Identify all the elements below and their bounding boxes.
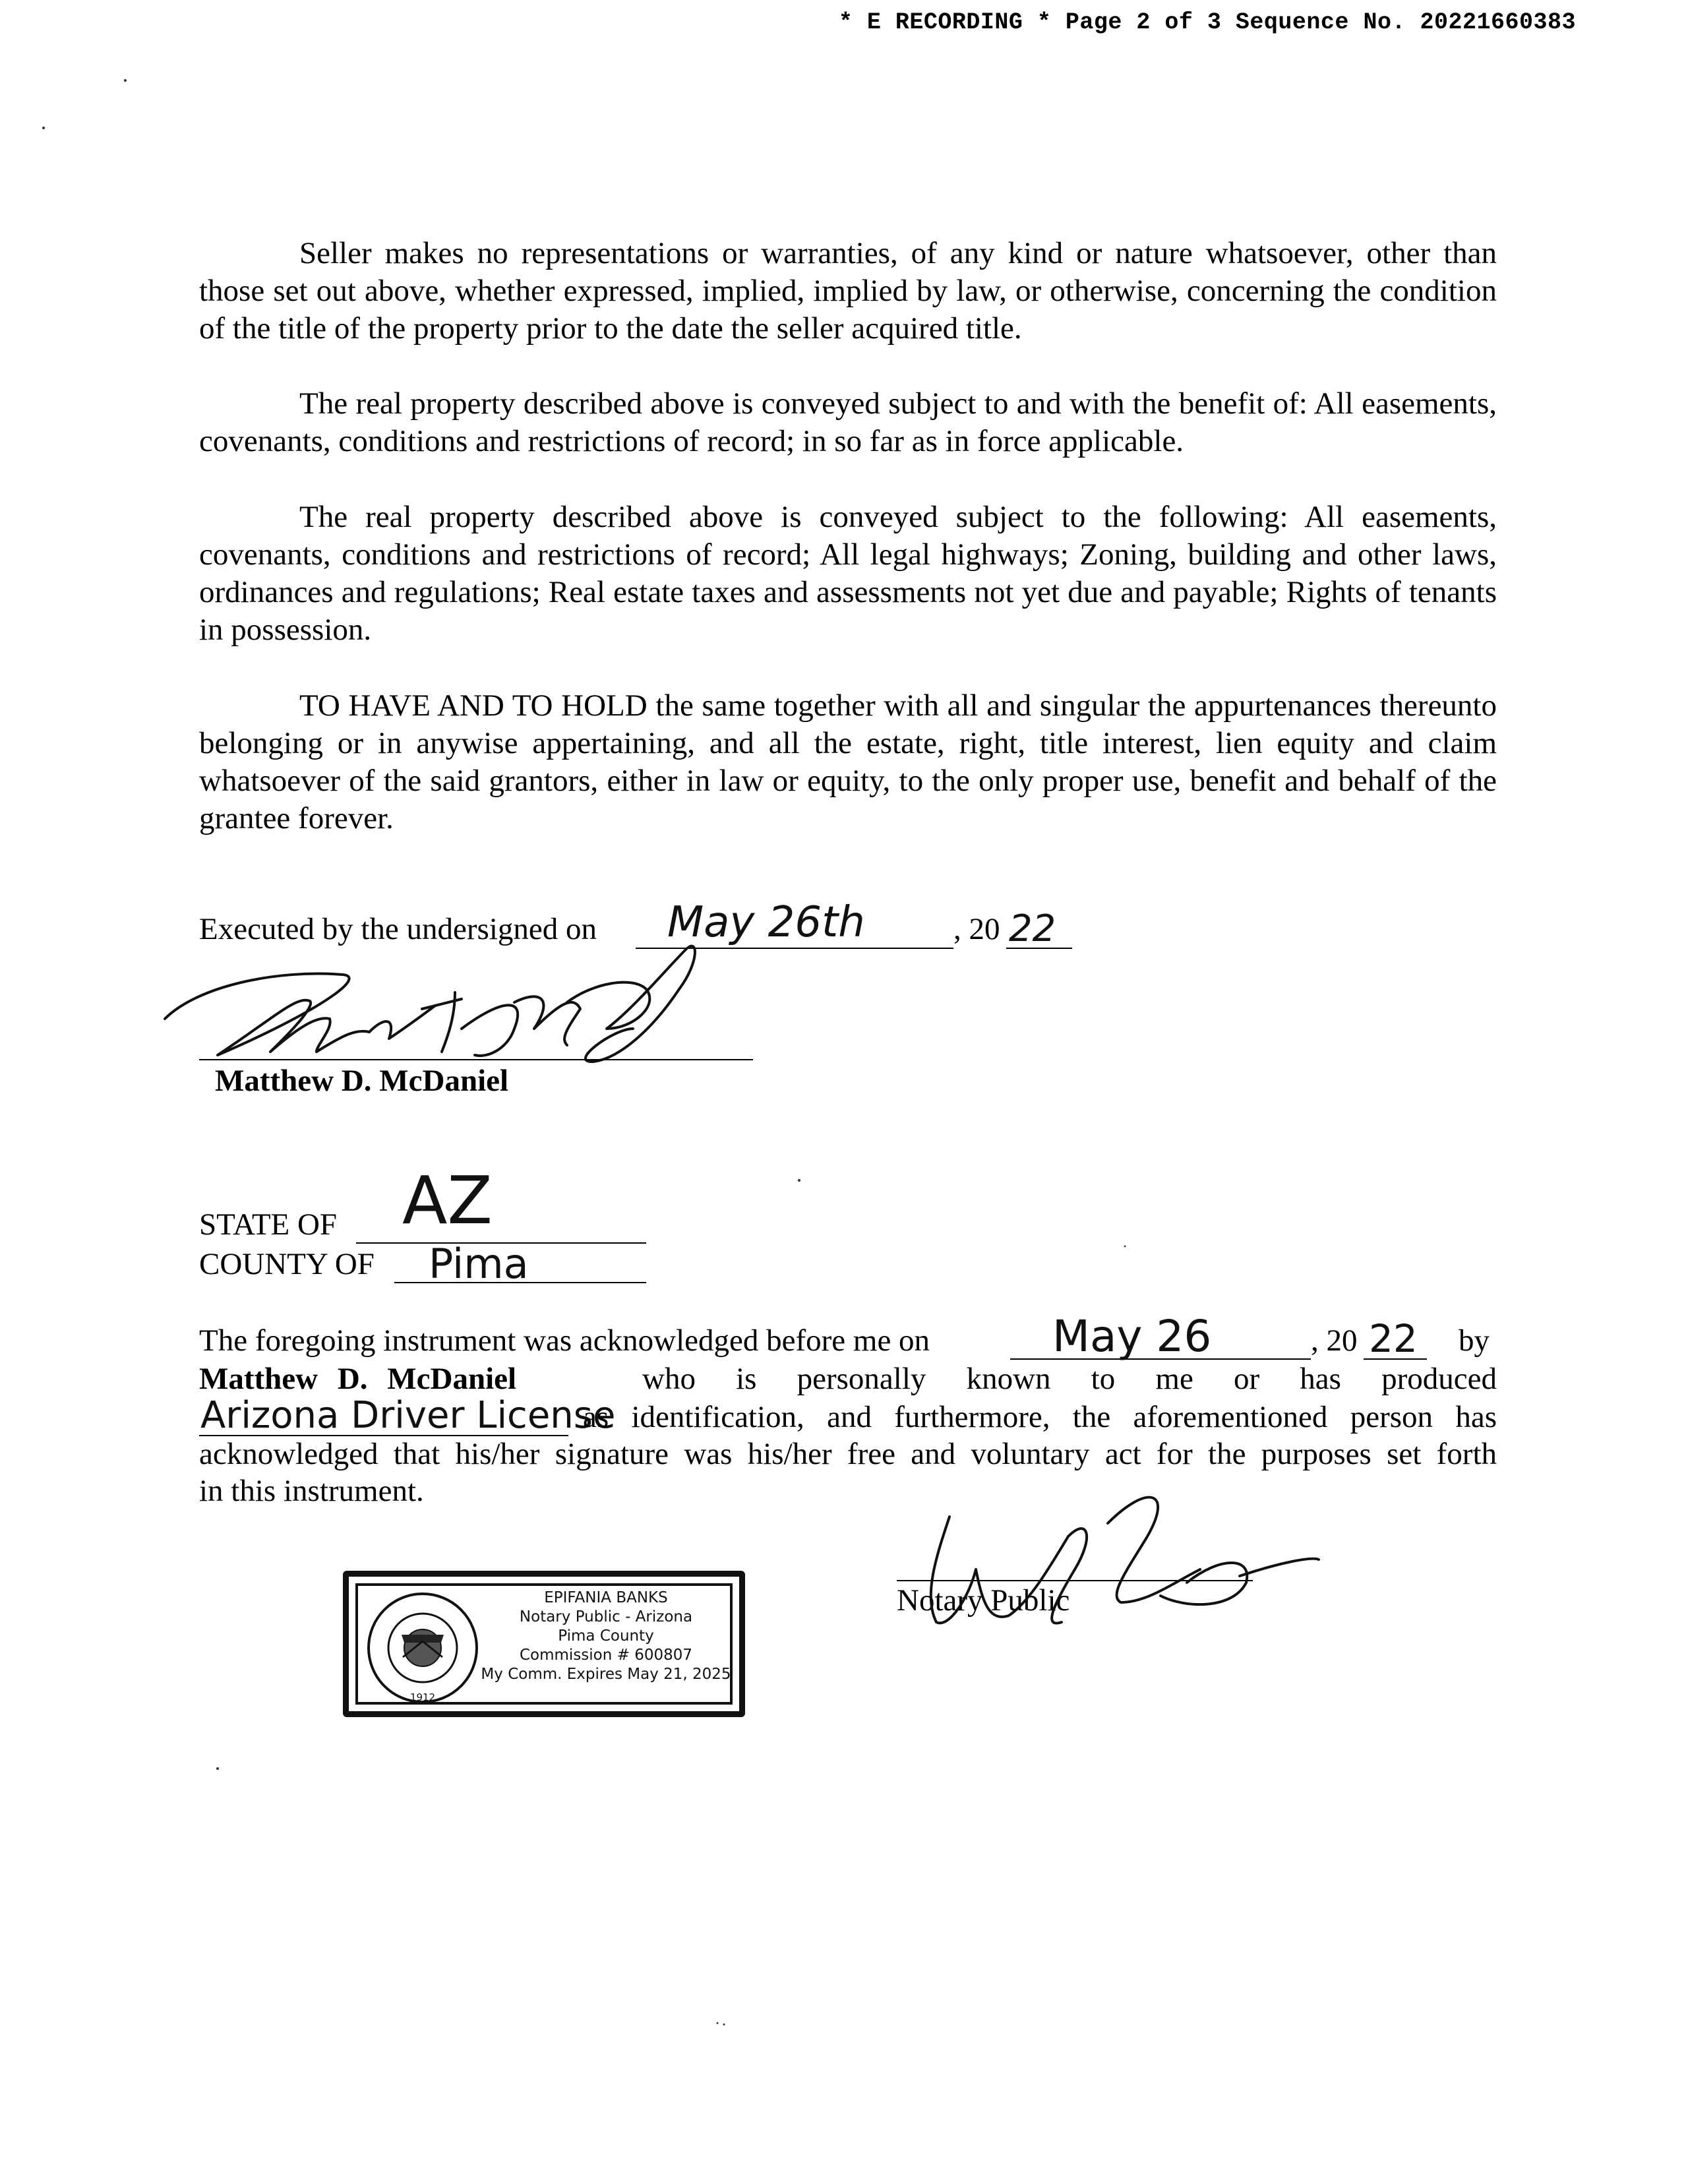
seal-year: 1912 (409, 1691, 436, 1703)
notary-title: Notary Public - Arizona (519, 1608, 693, 1625)
executed-date-handwritten: May 26th (667, 898, 865, 947)
ack-line-3: as identification, and furthermore, the aforementioned person has (583, 1400, 1497, 1434)
notary-expires: My Comm. Expires May 21, 2025 (481, 1666, 731, 1683)
executed-year-prefix: , 20 (953, 912, 1000, 946)
state-of-label: STATE OF (199, 1207, 338, 1242)
ack-line-2: who is personally known to me or has produced (642, 1362, 1497, 1396)
signer-name: Matthew D. McDaniel (215, 1064, 509, 1098)
executed-year-handwritten: 22 (1009, 907, 1056, 950)
notary-commission: Commission # 600807 (519, 1647, 693, 1664)
notary-county: Pima County (558, 1627, 654, 1645)
paragraph-to-have-and-hold: TO HAVE AND TO HOLD the same together with all and singular the appurtenances thereunto belonging or in anywise appertaining, and all the estate, right, title interest, lien equity and claim whatsoever of the said grantors, either in law or equity, to the only proper use, benefit and behalf of the grantee forever. (199, 688, 1497, 835)
notary-name: EPIFANIA BANKS (544, 1589, 668, 1606)
county-handwritten: Pima (429, 1240, 529, 1288)
county-of-label: COUNTY OF (199, 1247, 375, 1281)
ack-line-4: acknowledged that his/her signature was his/her free and voluntary act for the purposes set forth (199, 1437, 1497, 1471)
recording-header: * E RECORDING * Page 2 of 3 Sequence No. 20221660383 (838, 9, 1576, 36)
paragraph-conveyed-subject: The real property described above is conveyed subject to the following: All easements, covenants, conditions and restrictions of record; All legal highways; Zoning, building and other laws, ordinances and regulations; Real estate taxes and assessments not yet due and payable; Rights of tenants in possession. (199, 500, 1497, 647)
notary-public-label: Notary Public (897, 1583, 1070, 1618)
ack-name: Matthew D. McDaniel (199, 1362, 517, 1396)
ack-by: by (1459, 1323, 1490, 1358)
paragraph-representations: Seller makes no representations or warranties, of any kind or nature whatsoever, other than those set out above, whether expressed, implied, implied by law, or otherwise, concerning the condition of the title of the property prior to the date the seller acquired title. (199, 236, 1497, 346)
ack-date-handwritten: May 26 (1052, 1311, 1212, 1362)
ack-year-handwritten: 22 (1369, 1316, 1418, 1361)
state-handwritten: AZ (402, 1162, 493, 1239)
executed-label: Executed by the undersigned on (199, 912, 597, 946)
paragraph-conveyed-benefit: The real property described above is conveyed subject to and with the benefit of: All easements, covenants, conditions and restrictions of record; in so far as in force applicable. (199, 386, 1497, 458)
ack-year-prefix: , 20 (1311, 1323, 1358, 1358)
ack-line-5: in this instrument. (199, 1474, 424, 1508)
ack-id-handwritten: Arizona Driver License (200, 1394, 616, 1437)
ack-line-1: The foregoing instrument was acknowledged before me on (199, 1323, 930, 1358)
